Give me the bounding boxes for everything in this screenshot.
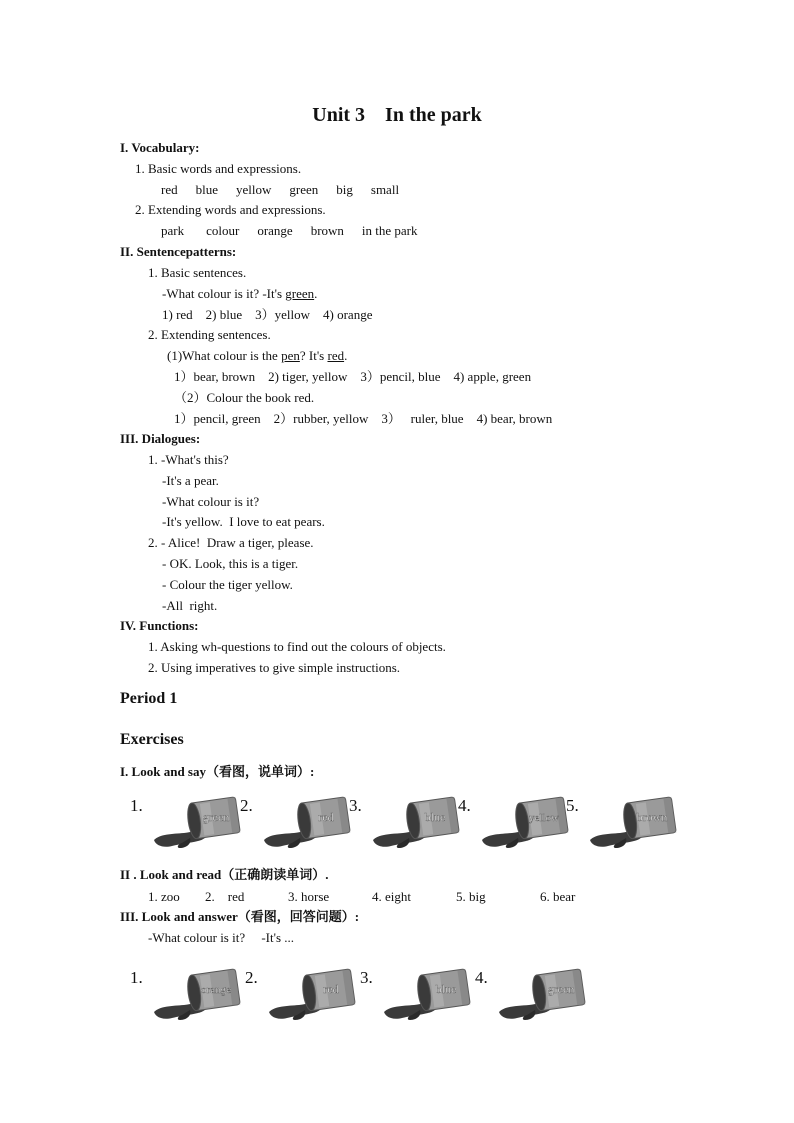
word: colour (206, 223, 240, 238)
dialogue-line: - Colour the tiger yellow. (162, 577, 293, 592)
read-word-item: 2. red (205, 889, 245, 904)
paint-can-label: blue (424, 810, 446, 824)
functions-heading: IV. Functions: (120, 618, 199, 633)
page-title: Unit 3 In the park (312, 104, 482, 126)
exercise-3-prompt: -What colour is it? -It's ... (148, 930, 295, 945)
text: -What colour is it? -It's (162, 286, 286, 301)
extending-sentences-label: 2. Extending sentences. (148, 327, 271, 342)
exercises-heading: Exercises (120, 731, 184, 748)
paint-can-picture (478, 794, 572, 855)
paint-can-picture (586, 794, 680, 855)
read-word-item: 3. horse (288, 889, 330, 904)
extending-words-list (161, 222, 436, 240)
paint-can-picture (265, 966, 359, 1027)
paint-can-picture (260, 794, 354, 855)
word: orange (257, 223, 293, 238)
paint-can-icon (478, 794, 572, 850)
paint-can-label: green (202, 810, 230, 824)
picture-number: 1. (130, 968, 143, 987)
word: small (370, 182, 400, 197)
picture-number: 2. (240, 796, 253, 815)
word: in the park (361, 223, 418, 238)
dialogues-heading: III. Dialogues: (120, 431, 201, 446)
paint-can-label: red (318, 810, 334, 824)
paint-can-picture (495, 966, 589, 1027)
paint-can-icon (369, 794, 463, 850)
dialogue-line: 1. -What's this? (148, 452, 229, 467)
extending-sentence-options-1: 1）bear, brown 2) tiger, yellow 3）pencil, blue 4) apple, green (174, 369, 532, 384)
extending-words-label: 2. Extending words and expressions. (135, 202, 326, 217)
word: brown (310, 223, 344, 238)
picture-number: 4. (475, 968, 488, 987)
paint-can-icon (380, 966, 474, 1022)
picture-number: 5. (566, 796, 579, 815)
picture-number: 3. (360, 968, 373, 987)
paint-can-picture (150, 794, 244, 855)
word: big (336, 182, 353, 197)
exercise-1-heading: I. Look and say（看图，说单词）: (120, 764, 315, 779)
paint-can-label: blue (435, 982, 457, 996)
word: park (161, 223, 185, 238)
dialogue-line: -It's a pear. (162, 473, 219, 488)
read-word-item: 4. eight (372, 889, 411, 904)
dialogue-line: -It's yellow. I love to eat pears. (162, 514, 325, 529)
paint-can-label: orange (201, 984, 231, 996)
function-item: 2. Using imperatives to give simple instructions. (148, 660, 401, 675)
basic-words-list (161, 181, 417, 199)
basic-sentence-model (162, 285, 317, 303)
paint-can-icon (265, 966, 359, 1022)
word: blue (195, 182, 218, 197)
picture-number: 3. (349, 796, 362, 815)
vocabulary-heading: I. Vocabulary: (120, 140, 200, 155)
exercise-3-heading: III. Look and answer（看图，回答问题）: (120, 909, 360, 924)
extending-sentence-model-2: （2）Colour the book red. (174, 390, 315, 405)
paint-can-icon (150, 794, 244, 850)
exercise-1-pictures (0, 792, 794, 852)
underlined-word: red (327, 348, 345, 363)
dialogue-line: -All right. (162, 598, 218, 613)
paint-can-picture (380, 966, 474, 1027)
paint-can-label: red (323, 982, 339, 996)
paint-can-icon (260, 794, 354, 850)
word: yellow (236, 182, 272, 197)
period-heading: Period 1 (120, 690, 178, 707)
word: red (161, 182, 178, 197)
picture-number: 2. (245, 968, 258, 987)
paint-can-picture (369, 794, 463, 855)
sentences-heading: II. Sentencepatterns: (120, 244, 237, 259)
basic-sentences-label: 1. Basic sentences. (148, 265, 247, 280)
word: green (289, 182, 319, 197)
read-word-item: 5. big (456, 889, 486, 904)
dialogue-line: 2. - Alice! Draw a tiger, please. (148, 535, 314, 550)
text: (1)What colour is the (167, 348, 282, 363)
paint-can-label: green (547, 982, 575, 996)
dialogue-line: - OK. Look, this is a tiger. (162, 556, 299, 571)
underlined-word: pen (281, 348, 300, 363)
exercise-3-pictures (0, 964, 794, 1024)
text: . (344, 348, 348, 363)
basic-sentence-options: 1) red 2) blue 3）yellow 4) orange (162, 307, 373, 322)
paint-can-icon (495, 966, 589, 1022)
text: . (314, 286, 318, 301)
picture-number: 4. (458, 796, 471, 815)
basic-words-label: 1. Basic words and expressions. (135, 161, 302, 176)
extending-sentence-model-1 (167, 347, 347, 365)
picture-number: 1. (130, 796, 143, 815)
read-word-item: 1. zoo (148, 889, 180, 904)
paint-can-label: yellow (529, 812, 559, 824)
paint-can-icon (586, 794, 680, 850)
extending-sentence-options-2: 1）pencil, green 2）rubber, yellow 3） ruler, blue 4) bear, brown (174, 411, 553, 426)
paint-can-label: brown (636, 810, 668, 824)
function-item: 1. Asking wh-questions to find out the colours of objects. (148, 639, 446, 654)
paint-can-picture (150, 966, 244, 1027)
underlined-word: green (285, 286, 315, 301)
text: ? It's (299, 348, 328, 363)
paint-can-icon (150, 966, 244, 1022)
dialogue-line: -What colour is it? (162, 494, 260, 509)
read-word-item: 6. bear (540, 889, 576, 904)
exercise-2-heading: II . Look and read（正确朗读单词）. (120, 867, 329, 882)
